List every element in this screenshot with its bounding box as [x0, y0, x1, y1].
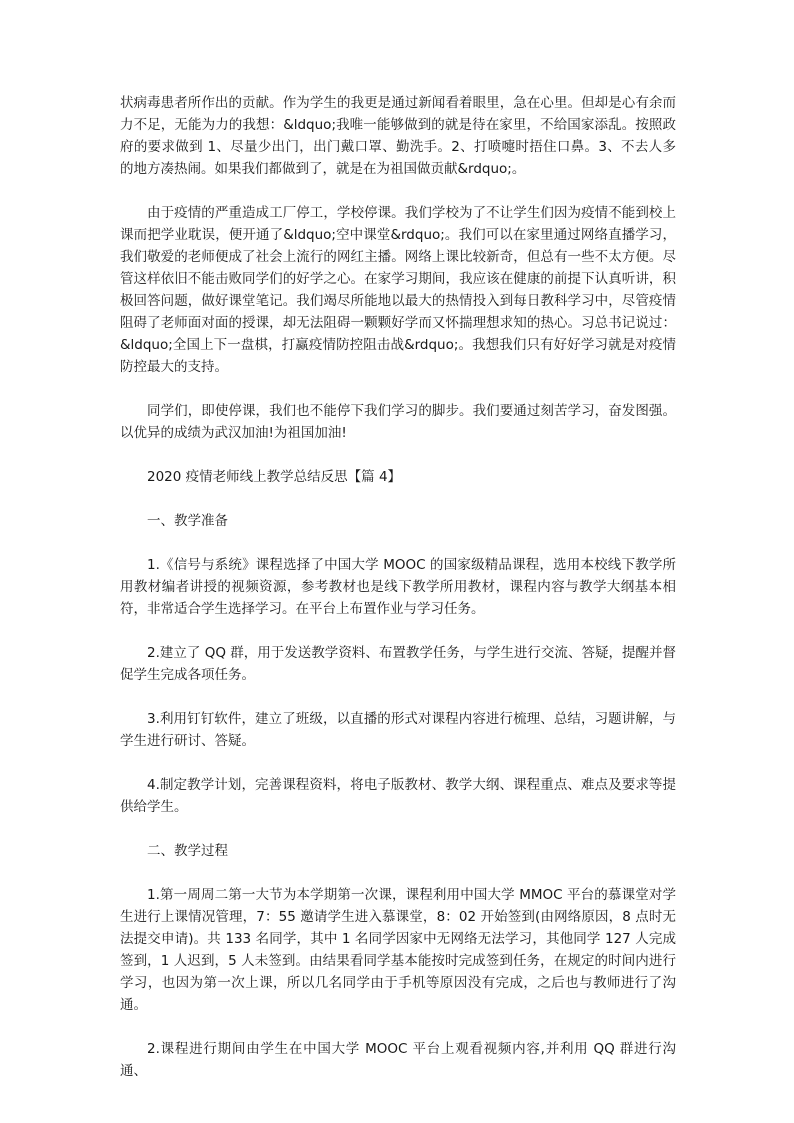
list-item-prep-1: 1.《信号与系统》课程选择了中国大学 MOOC 的国家级精品课程，选用本校线下教学所用教材编者讲授的视频资源，参考教材也是线下教学所用教材，课程内容与教学大纲基本相符，非常适合学生选择学习。在平台上布置作业与学习任务。: [120, 557, 676, 617]
paragraph-keep-learning: 同学们，即使停课，我们也不能停下我们学习的脚步。我们要通过刻苦学习，奋发图强。以优异的成绩为武汉加油!为祖国加油!: [120, 403, 676, 441]
section-title: 2020 疫情老师线上教学总结反思【篇 4】: [147, 469, 402, 485]
list-item-prep-2: 2.建立了 QQ 群，用于发送教学资料、布置教学任务，与学生进行交流、答疑，提醒并督促学生完成各项任务。: [120, 645, 676, 683]
list-item-process-1: 1.第一周周二第一大节为本学期第一次课，课程利用中国大学 MMOC 平台的慕课堂对学生进行上课情况管理，7：55 邀请学生进入慕课堂，8：02 开始签到(由网络原因，8 点时无法提交申请)。共 133 名同学，其中 1 名同学因家中无网络无法学习，其他同学 127 人完成签到，1 人迟到，5 人未签到。由结果看同学基本能按时完成签到任务，在规定的时间内进行学习，也因为第一次上课，所以几名同学由于手机等原因没有完成，之后也与教师进行了沟通。: [120, 887, 676, 1013]
document-page: [120, 92, 676, 1082]
list-item-prep-4: 4.制定教学计划，完善课程资料，将电子版教材、教学大纲、课程重点、难点及要求等提供给学生。: [120, 777, 676, 815]
list-item-prep-3: 3.利用钉钉软件，建立了班级，以直播的形式对课程内容进行梳理、总结，习题讲解，与学生进行研讨、答疑。: [120, 711, 676, 749]
list-item-process-2: 2.课程进行期间由学生在中国大学 MOOC 平台上观看视频内容,并利用 QQ 群进行沟通、: [120, 1041, 676, 1079]
heading-teaching-process: 二、教学过程: [147, 843, 228, 859]
paragraph-contribution: 状病毒患者所作出的贡献。作为学生的我更是通过新闻看着眼里，急在心里。但却是心有余而力不足，无能为力的我想：&ldquo;我唯一能够做到的就是待在家里，不给国家添乱。按照政府的要求做到 1、尽量少出门，出门戴口罩、勤洗手。2、打喷嚏时捂住口鼻。3、不去人多的地方凑热闹。如果我们都做到了，就是在为祖国做贡献&rdquo;。: [120, 95, 676, 177]
heading-teaching-preparation: 一、教学准备: [147, 513, 228, 529]
paragraph-online-class: 由于疫情的严重造成工厂停工，学校停课。我们学校为了不让学生们因为疫情不能到校上课而把学业耽误，便开通了&ldquo;空中课堂&rdquo;。我们可以在家里通过网络直播学习，我们敬爱的老师便成了社会上流行的网红主播。网络上课比较新奇，但总有一些不太方便。尽管这样依旧不能击败同学们的好学之心。在家学习期间，我应该在健康的前提下认真听讲，积极回答问题，做好课堂笔记。我们竭尽所能地以最大的热情投入到每日教科学习中，尽管疫情阻碍了老师面对面的授课，却无法阻碍一颗颗好学而又怀揣理想求知的热心。习总书记说过：&ldquo;全国上下一盘棋，打赢疫情防控阻击战&rdquo;。我想我们只有好好学习就是对疫情防控最大的支持。: [120, 205, 676, 375]
